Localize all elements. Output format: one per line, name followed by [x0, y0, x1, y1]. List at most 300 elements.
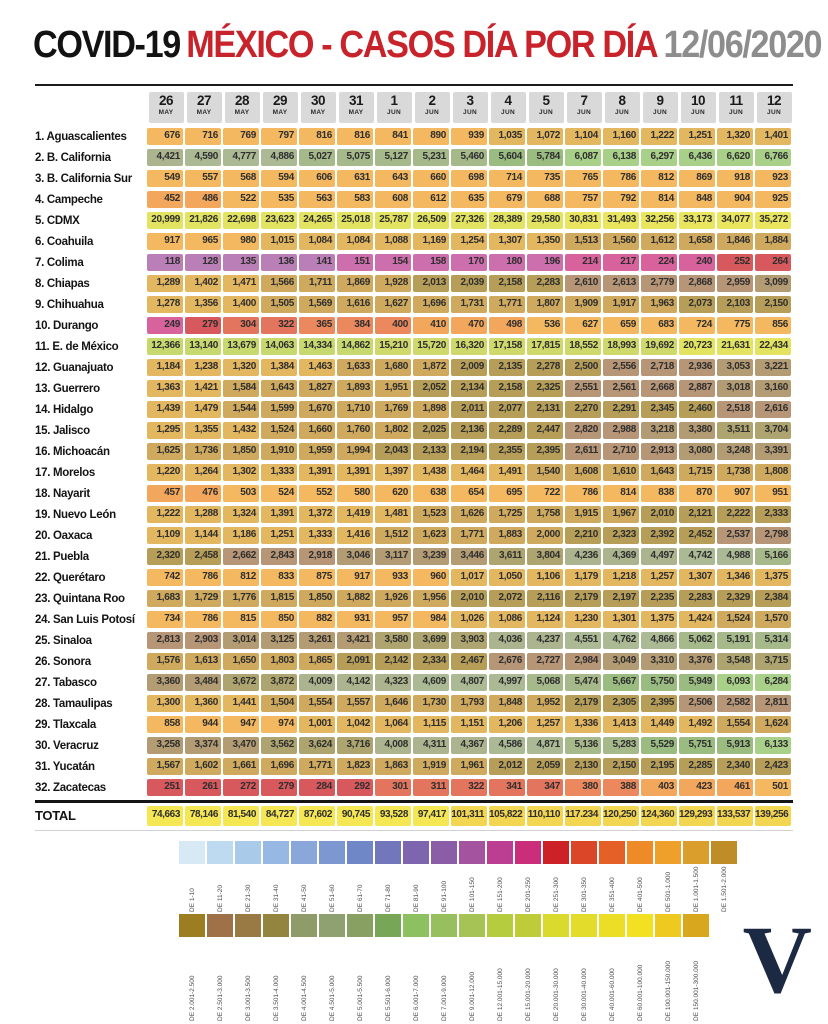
case-cell: 5,127 [375, 149, 411, 167]
case-cell: 1,391 [261, 506, 297, 524]
state-row [35, 315, 793, 336]
case-cell: 1,302 [223, 464, 259, 482]
legend-label: DE 61-70 [356, 884, 364, 912]
case-cell: 4,367 [451, 737, 487, 755]
legend-item [402, 914, 430, 1021]
case-cell: 1,626 [451, 506, 487, 524]
case-cell: 1,882 [337, 590, 373, 608]
case-cell: 2,197 [603, 590, 639, 608]
column-header [641, 92, 679, 126]
table-body [35, 126, 793, 798]
case-cell: 858 [147, 716, 183, 734]
case-cell: 24,265 [299, 212, 335, 230]
case-cell: 643 [375, 170, 411, 188]
column-month-label: MAY [196, 109, 212, 116]
state-row [35, 672, 793, 693]
case-cell: 3,261 [299, 632, 335, 650]
case-cell: 2,158 [489, 275, 525, 293]
case-cell: 2,285 [679, 758, 715, 776]
column-month-label: MAY [310, 109, 326, 116]
case-cell: 3,804 [527, 548, 563, 566]
case-cell: 12,366 [147, 338, 183, 356]
case-cell: 4,762 [603, 632, 639, 650]
case-cell: 503 [223, 485, 259, 503]
legend-item [262, 914, 290, 1021]
case-cell: 612 [413, 191, 449, 209]
case-cell: 814 [641, 191, 677, 209]
legend-swatch [431, 914, 457, 937]
legend-label: DE 4.501-5.000 [328, 975, 336, 1021]
legend-label: DE 2.001-2.500 [188, 975, 196, 1021]
case-cell: 1,278 [147, 296, 183, 314]
case-cell: 2,384 [755, 590, 791, 608]
case-cell: 522 [223, 191, 259, 209]
case-cell: 3,699 [413, 632, 449, 650]
column-header [603, 92, 641, 126]
case-cell: 4,886 [261, 149, 297, 167]
case-cell: 4,586 [489, 737, 525, 755]
state-label: 8. Chiapas [35, 277, 90, 290]
state-row [35, 357, 793, 378]
case-cell: 264 [755, 254, 791, 272]
total-cell: 81,540 [223, 806, 259, 826]
column-day-label: 10 [690, 93, 706, 108]
legend-label: DE 501-1.000 [664, 871, 672, 912]
case-cell: 1,001 [299, 716, 335, 734]
case-cell: 170 [451, 254, 487, 272]
legend-swatch [347, 914, 373, 937]
column-month-label: JUN [767, 109, 781, 116]
legend-label: DE 11-20 [216, 885, 224, 912]
case-cell: 627 [565, 317, 601, 335]
state-label: 10. Durango [35, 319, 99, 332]
case-cell: 918 [717, 170, 753, 188]
column-day-label: 12 [766, 93, 782, 108]
legend-item [682, 841, 710, 912]
case-cell: 2,052 [413, 380, 449, 398]
legend-swatch [375, 914, 401, 937]
case-cell: 1,680 [375, 359, 411, 377]
case-cell: 2,010 [641, 506, 677, 524]
column-month-label: JUN [615, 109, 629, 116]
legend-swatch [599, 841, 625, 864]
case-cell: 1,402 [185, 275, 221, 293]
case-cell: 1,333 [261, 464, 297, 482]
case-cell: 292 [337, 779, 373, 797]
case-cell: 6,087 [565, 149, 601, 167]
case-cell: 25,018 [337, 212, 373, 230]
case-cell: 2,133 [413, 443, 449, 461]
case-cell: 583 [337, 191, 373, 209]
case-cell: 944 [185, 716, 221, 734]
case-cell: 6,133 [755, 737, 791, 755]
column-day-label: 2 [428, 93, 436, 108]
case-cell: 786 [185, 611, 221, 629]
case-cell: 1,808 [755, 464, 791, 482]
state-label: 28. Tamaulipas [35, 697, 113, 710]
case-cell: 1,504 [261, 695, 297, 713]
case-cell: 1,295 [147, 422, 183, 440]
case-cell: 384 [337, 317, 373, 335]
case-cell: 2,710 [603, 443, 639, 461]
case-cell: 1,776 [223, 590, 259, 608]
case-cell: 4,236 [565, 548, 601, 566]
legend-swatch [319, 841, 345, 864]
case-cell: 3,624 [299, 737, 335, 755]
case-cell: 2,727 [527, 653, 563, 671]
case-cell: 1,356 [185, 296, 221, 314]
case-cell: 4,311 [413, 737, 449, 755]
case-cell: 141 [299, 254, 335, 272]
case-cell: 347 [527, 779, 563, 797]
case-cell: 22,434 [755, 338, 791, 356]
state-label: 26. Sonora [35, 655, 91, 668]
case-cell: 1,959 [299, 443, 335, 461]
legend-label: DE 301-350 [580, 877, 588, 912]
case-cell: 5,062 [679, 632, 715, 650]
case-cell: 3,125 [261, 632, 297, 650]
case-cell: 4,866 [641, 632, 677, 650]
case-cell: 1,643 [641, 464, 677, 482]
case-cell: 3,310 [641, 653, 677, 671]
legend-item [178, 914, 206, 1021]
case-cell: 1,463 [299, 359, 335, 377]
case-cell: 1,994 [337, 443, 373, 461]
legend-swatch [459, 841, 485, 864]
state-row [35, 756, 793, 777]
case-cell: 2,325 [527, 380, 563, 398]
case-cell: 1,898 [413, 401, 449, 419]
column-header [527, 92, 565, 126]
state-row [35, 525, 793, 546]
title-covid: COVID-19 [33, 24, 180, 66]
case-cell: 1,363 [147, 380, 183, 398]
legend-label: DE 150.001-300.000 [692, 961, 700, 1021]
state-label: 6. Coahuila [35, 235, 94, 248]
case-cell: 3,258 [147, 737, 183, 755]
case-cell: 18,993 [603, 338, 639, 356]
case-cell: 2,460 [679, 401, 715, 419]
case-cell: 22,698 [223, 212, 259, 230]
case-cell: 2,798 [755, 527, 791, 545]
case-cell: 1,576 [147, 653, 183, 671]
legend-swatch [179, 841, 205, 864]
case-cell: 1,307 [679, 569, 715, 587]
case-cell: 814 [603, 485, 639, 503]
case-cell: 1,320 [717, 128, 753, 146]
case-cell: 1,696 [261, 758, 297, 776]
case-cell: 3,716 [337, 737, 373, 755]
legend-swatch [207, 914, 233, 937]
case-cell: 3,374 [185, 737, 221, 755]
case-cell: 2,537 [717, 527, 753, 545]
state-label: 23. Quintana Roo [35, 592, 125, 605]
case-cell: 1,540 [527, 464, 563, 482]
case-cell: 716 [185, 128, 221, 146]
case-cell: 25,787 [375, 212, 411, 230]
case-cell: 2,918 [299, 548, 335, 566]
case-cell: 5,913 [717, 737, 753, 755]
legend-item [262, 841, 290, 912]
case-cell: 1,350 [527, 233, 563, 251]
case-cell: 1,624 [755, 716, 791, 734]
case-cell: 1,793 [451, 695, 487, 713]
case-cell: 1,771 [489, 296, 525, 314]
case-cell: 388 [603, 779, 639, 797]
legend-swatch [627, 841, 653, 864]
case-cell: 1,254 [451, 233, 487, 251]
case-cell: 848 [679, 191, 715, 209]
legend-label: DE 6.001-7.000 [412, 975, 420, 1021]
legend-item [374, 841, 402, 912]
case-cell: 1,104 [565, 128, 601, 146]
column-header [565, 92, 603, 126]
case-cell: 608 [375, 191, 411, 209]
column-day-label: 28 [234, 93, 250, 108]
case-cell: 6,297 [641, 149, 677, 167]
case-cell: 1,951 [375, 380, 411, 398]
case-cell: 1,144 [185, 527, 221, 545]
column-day-label: 7 [580, 93, 588, 108]
case-cell: 154 [375, 254, 411, 272]
case-cell: 17,158 [489, 338, 525, 356]
legend-item [710, 841, 738, 912]
case-cell: 2,320 [147, 548, 183, 566]
case-cell: 1,869 [337, 275, 373, 293]
legend-label: DE 5.001-5.500 [356, 975, 364, 1021]
state-row [35, 630, 793, 651]
case-cell: 4,009 [299, 674, 335, 692]
case-cell: 2,135 [489, 359, 525, 377]
case-cell: 18,552 [565, 338, 601, 356]
legend-label: DE 3.001-3.500 [244, 975, 252, 1021]
legend-item [430, 914, 458, 1021]
column-header [223, 92, 261, 126]
case-cell: 151 [337, 254, 373, 272]
case-cell: 1,372 [299, 506, 335, 524]
case-cell: 1,696 [413, 296, 449, 314]
case-cell: 1,471 [223, 275, 259, 293]
case-cell: 180 [489, 254, 525, 272]
case-cell: 957 [375, 611, 411, 629]
case-cell: 2,868 [679, 275, 715, 293]
legend-swatch [599, 914, 625, 937]
case-cell: 1,872 [413, 359, 449, 377]
case-cell: 833 [261, 569, 297, 587]
legend-item [514, 841, 542, 912]
column-header [375, 92, 413, 126]
case-cell: 1,491 [489, 464, 525, 482]
column-day-label: 31 [348, 93, 364, 108]
legend-item [206, 841, 234, 912]
case-cell: 816 [337, 128, 373, 146]
case-cell: 1,952 [527, 695, 563, 713]
case-cell: 1,554 [299, 695, 335, 713]
case-cell: 775 [717, 317, 753, 335]
case-cell: 2,323 [603, 527, 639, 545]
color-legend [178, 841, 738, 1021]
column-header [337, 92, 375, 126]
case-cell: 2,423 [755, 758, 791, 776]
case-cell: 1,725 [489, 506, 525, 524]
case-cell: 4,590 [185, 149, 221, 167]
state-label: 20. Oaxaca [35, 529, 93, 542]
case-cell: 1,643 [261, 380, 297, 398]
case-cell: 1,419 [337, 506, 373, 524]
bottom-rule [35, 830, 793, 831]
state-row [35, 231, 793, 252]
vanguardia-logo: V [742, 906, 812, 1013]
case-cell: 2,518 [717, 401, 753, 419]
case-cell: 30,831 [565, 212, 601, 230]
case-cell: 620 [375, 485, 411, 503]
case-cell: 284 [299, 779, 335, 797]
case-cell: 2,091 [337, 653, 373, 671]
case-cell: 2,142 [375, 653, 411, 671]
title-subtitle: MÉXICO - CASOS DÍA POR DÍA [186, 24, 658, 66]
total-cell: 120,250 [603, 806, 639, 826]
case-cell: 5,474 [565, 674, 601, 692]
case-cell: 734 [147, 611, 183, 629]
column-header-box [529, 92, 564, 123]
legend-swatch [515, 914, 541, 937]
total-cell: 129,293 [679, 806, 715, 826]
case-cell: 29,580 [527, 212, 563, 230]
case-cell: 3,160 [755, 380, 791, 398]
case-cell: 4,807 [451, 674, 487, 692]
case-cell: 322 [451, 779, 487, 797]
case-cell: 2,506 [679, 695, 715, 713]
case-cell: 1,661 [223, 758, 259, 776]
case-cell: 35,272 [755, 212, 791, 230]
case-cell: 1,179 [565, 569, 601, 587]
case-cell: 4,036 [489, 632, 525, 650]
case-cell: 1,416 [337, 527, 373, 545]
state-label: 12. Guanajuato [35, 361, 114, 374]
case-cell: 1,646 [375, 695, 411, 713]
case-cell: 3,053 [717, 359, 753, 377]
case-cell: 3,446 [451, 548, 487, 566]
case-cell: 816 [299, 128, 335, 146]
legend-item [458, 841, 486, 912]
case-cell: 563 [299, 191, 335, 209]
column-month-label: JUN [501, 109, 515, 116]
case-cell: 1,612 [641, 233, 677, 251]
case-cell: 4,551 [565, 632, 601, 650]
case-cell: 3,239 [413, 548, 449, 566]
case-cell: 26,509 [413, 212, 449, 230]
column-header [679, 92, 717, 126]
case-cell: 1,613 [185, 653, 221, 671]
case-cell: 1,803 [261, 653, 297, 671]
case-cell: 2,000 [527, 527, 563, 545]
case-cell: 1,288 [185, 506, 221, 524]
case-cell: 724 [679, 317, 715, 335]
case-cell: 2,291 [603, 401, 639, 419]
case-cell: 1,320 [223, 359, 259, 377]
case-cell: 1,264 [185, 464, 221, 482]
case-cell: 196 [527, 254, 563, 272]
case-cell: 2,150 [755, 296, 791, 314]
state-row [35, 168, 793, 189]
case-cell: 2,235 [641, 590, 677, 608]
column-header-box [643, 92, 678, 123]
case-cell: 1,238 [185, 359, 221, 377]
case-cell: 1,505 [261, 296, 297, 314]
column-header-box [301, 92, 336, 123]
case-cell: 16,320 [451, 338, 487, 356]
case-cell: 1,729 [185, 590, 221, 608]
column-header-box [225, 92, 260, 123]
legend-label: DE 21-30 [244, 884, 252, 912]
case-cell: 580 [337, 485, 373, 503]
case-cell: 4,369 [603, 548, 639, 566]
state-row [35, 462, 793, 483]
case-cell: 341 [489, 779, 525, 797]
case-cell: 2,616 [755, 401, 791, 419]
case-cell: 5,750 [641, 674, 677, 692]
case-cell: 812 [223, 569, 259, 587]
state-row [35, 147, 793, 168]
state-label: 25. Sinaloa [35, 634, 92, 647]
case-cell: 1,544 [223, 401, 259, 419]
column-header-box [719, 92, 754, 123]
case-cell: 20,723 [679, 338, 715, 356]
column-day-label: 4 [504, 93, 512, 108]
case-cell: 3,018 [717, 380, 753, 398]
case-cell: 2,077 [489, 401, 525, 419]
case-cell: 951 [755, 485, 791, 503]
case-cell: 769 [223, 128, 259, 146]
case-cell: 2,718 [641, 359, 677, 377]
case-cell: 4,609 [413, 674, 449, 692]
case-cell: 1,513 [565, 233, 601, 251]
legend-item [598, 841, 626, 912]
case-cell: 2,395 [527, 443, 563, 461]
legend-swatch [431, 841, 457, 864]
case-cell: 1,560 [603, 233, 639, 251]
state-row [35, 651, 793, 672]
case-cell: 2,329 [717, 590, 753, 608]
legend-swatch [459, 914, 485, 937]
case-cell: 1,610 [603, 464, 639, 482]
legend-label: DE 2.501-3.000 [216, 975, 224, 1021]
case-cell: 1,251 [261, 527, 297, 545]
case-cell: 552 [299, 485, 335, 503]
case-cell: 1,432 [223, 422, 259, 440]
case-cell: 1,616 [337, 296, 373, 314]
case-cell: 1,026 [451, 611, 487, 629]
case-cell: 2,059 [527, 758, 563, 776]
case-cell: 1,910 [261, 443, 297, 461]
case-cell: 1,084 [337, 233, 373, 251]
case-cell: 931 [337, 611, 373, 629]
case-cell: 960 [413, 569, 449, 587]
case-cell: 2,340 [717, 758, 753, 776]
case-cell: 4,142 [337, 674, 373, 692]
case-cell: 812 [641, 170, 677, 188]
column-header [451, 92, 489, 126]
state-label: 17. Morelos [35, 466, 95, 479]
legend-item [626, 914, 654, 1021]
case-cell: 925 [755, 191, 791, 209]
case-cell: 249 [147, 317, 183, 335]
case-cell: 742 [147, 569, 183, 587]
case-cell: 1,042 [337, 716, 373, 734]
case-cell: 20,999 [147, 212, 183, 230]
case-cell: 1,160 [603, 128, 639, 146]
case-cell: 536 [527, 317, 563, 335]
